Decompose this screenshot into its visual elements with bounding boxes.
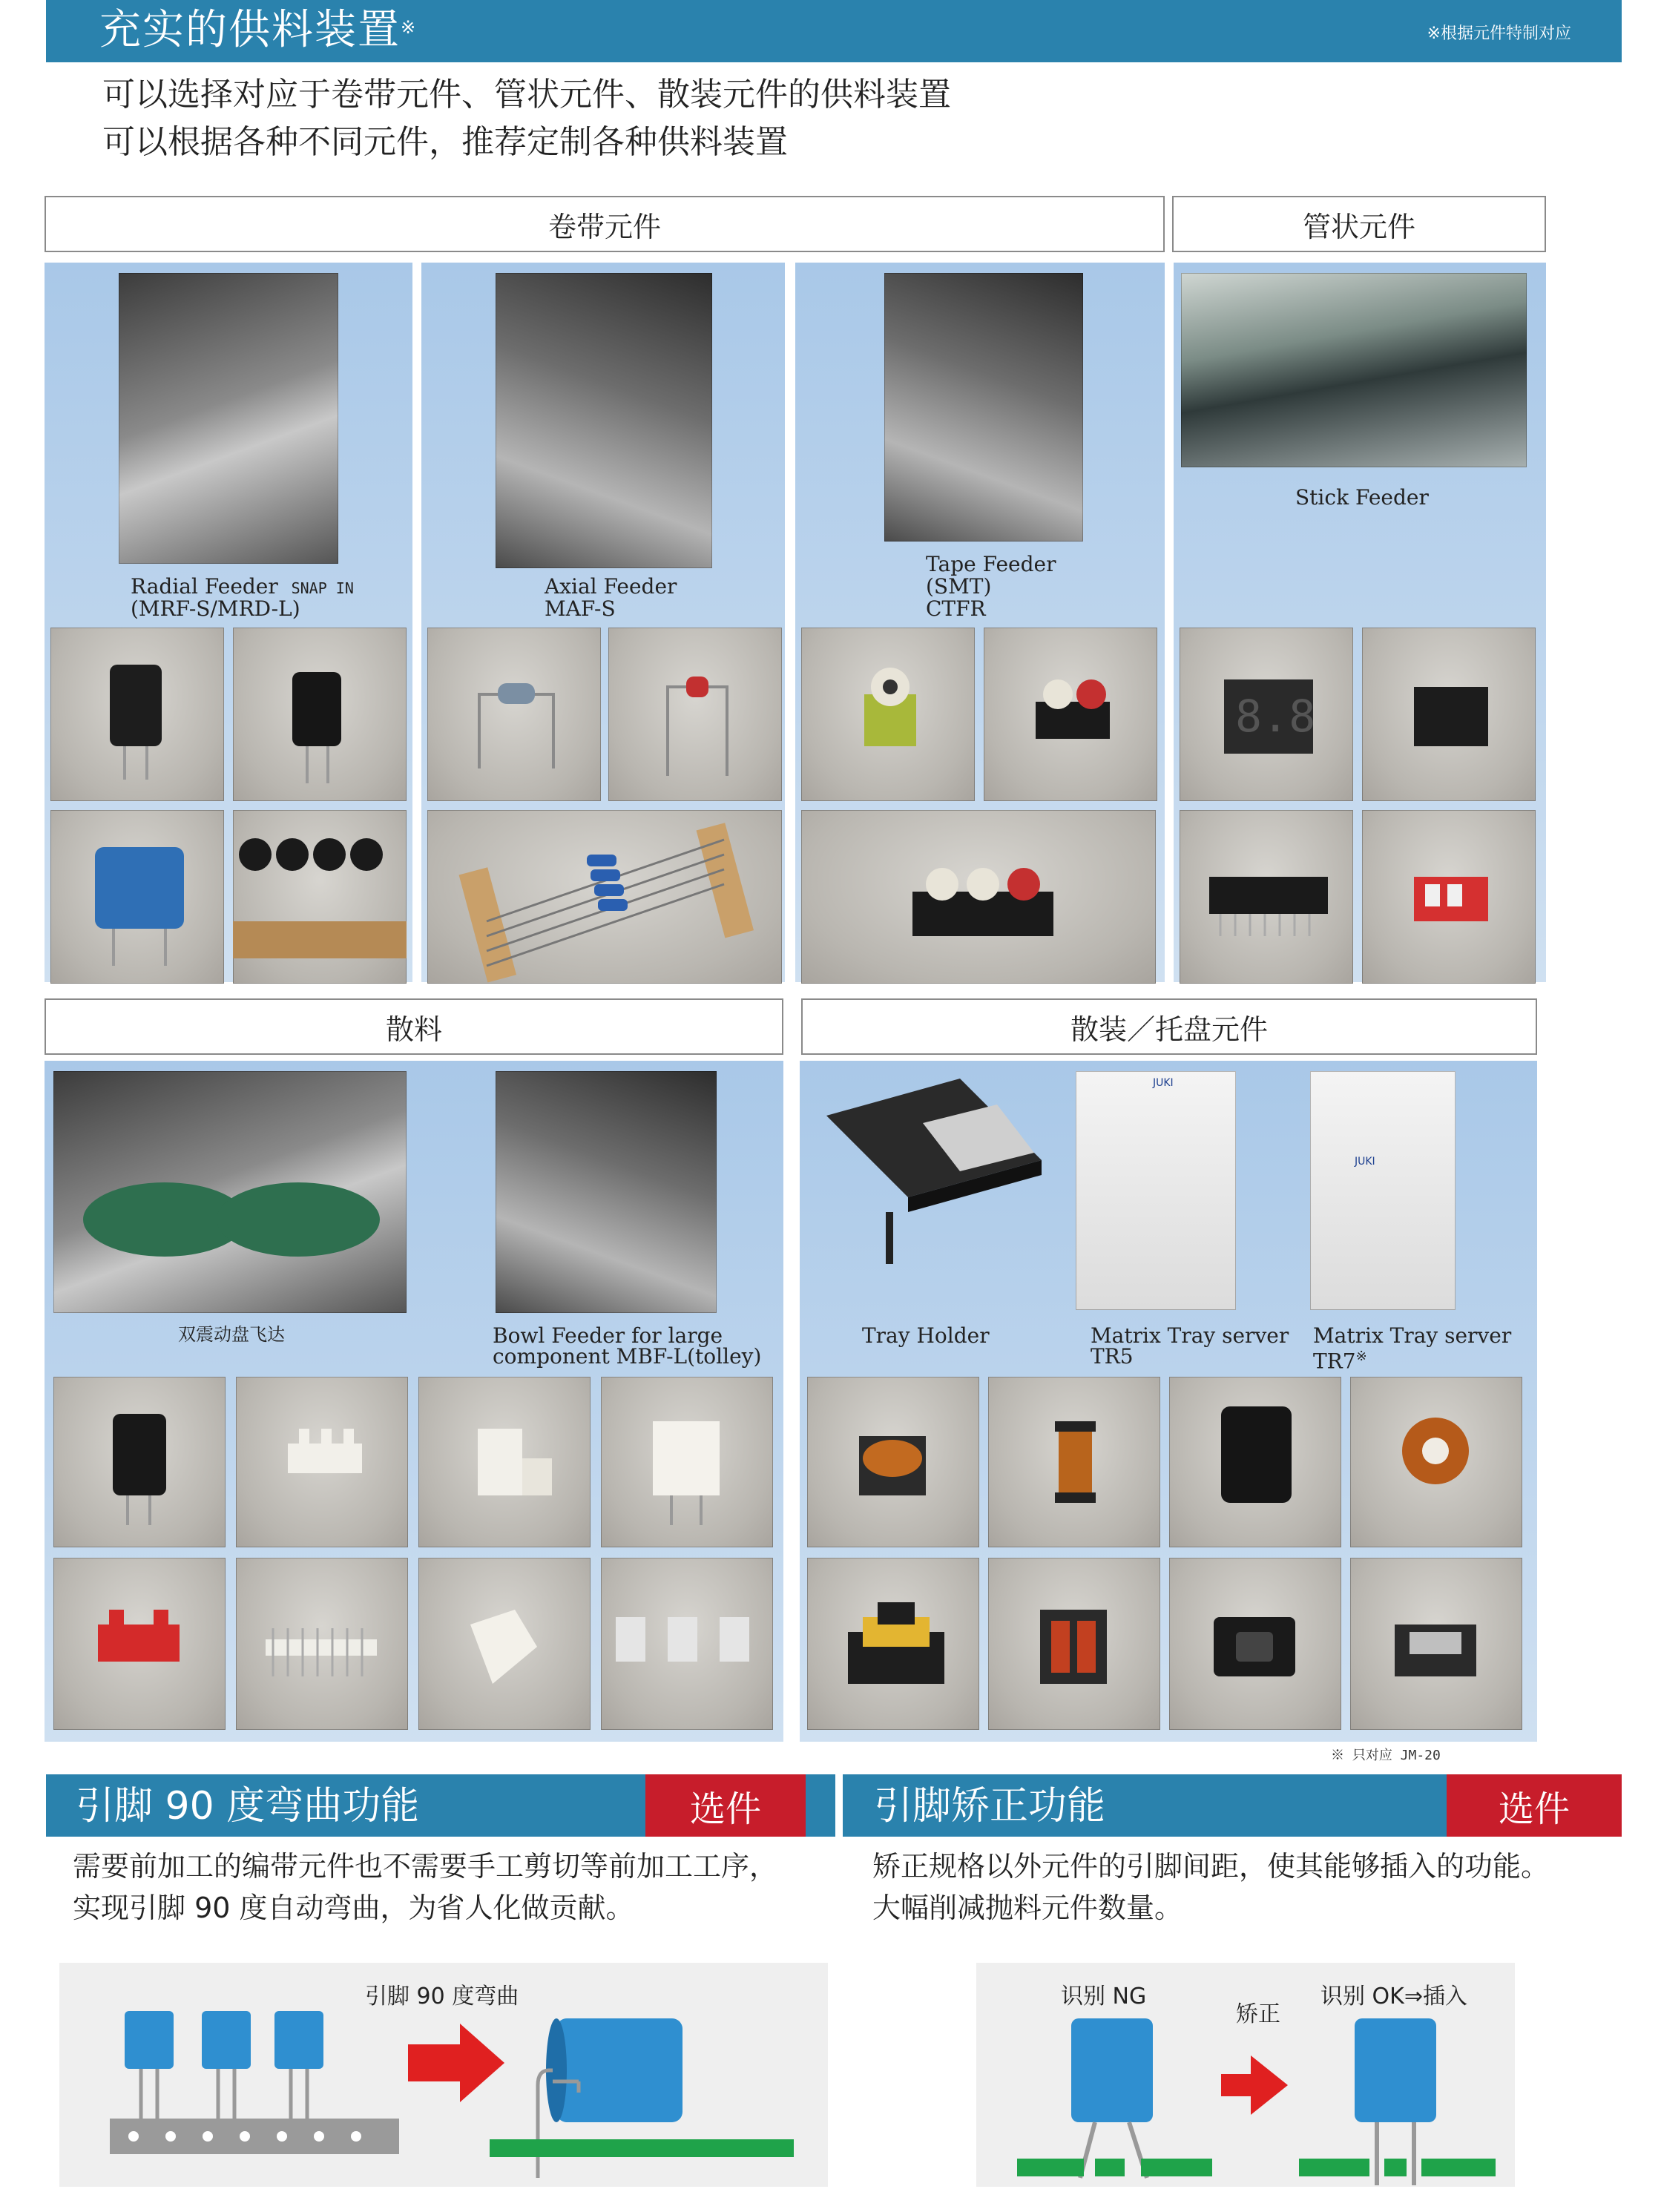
footnote: ※ 只对应 JM-20 — [1331, 1748, 1441, 1763]
component-photo — [1180, 628, 1353, 801]
correct-diagram — [976, 1963, 1515, 2187]
component-photo — [601, 1377, 773, 1547]
rca-jack-icon — [984, 628, 1157, 801]
dip-ic-icon — [1180, 810, 1353, 984]
axial-feeder-label: Axial Feeder — [545, 574, 677, 599]
ac-inlet-icon — [1169, 1558, 1341, 1730]
feature-title-bend: 引脚 90 度弯曲功能 — [76, 1784, 420, 1828]
electrolytic-capacitor-icon — [50, 628, 224, 801]
transformer-icon — [807, 1558, 979, 1730]
component-photo — [50, 628, 224, 801]
red-connector-icon — [53, 1558, 226, 1730]
feature-bar-bend — [46, 1774, 835, 1837]
rca-jack-triple-icon — [801, 810, 1156, 984]
component-photo — [601, 1558, 773, 1730]
component-photo — [50, 810, 224, 984]
correct-illustration — [976, 1963, 1515, 2187]
inductor-icon — [807, 1377, 979, 1547]
bend-diagram — [59, 1963, 828, 2187]
juki-logo: JUKI — [1355, 1156, 1375, 1168]
pin-header-icon — [236, 1558, 408, 1730]
component-photo — [1350, 1558, 1522, 1730]
ng-component-icon — [1017, 2018, 1212, 2178]
bend-illustration — [59, 1963, 828, 2187]
label-ok: 识别 OK⇒插入 — [1320, 1984, 1467, 2009]
connector-icon — [801, 628, 975, 801]
component-photo — [233, 810, 407, 984]
arrow-right-icon — [1221, 2055, 1288, 2115]
component-photo — [236, 1377, 408, 1547]
axial-feeder-photo — [496, 273, 712, 568]
component-photo — [53, 1558, 226, 1730]
option-badge: 选件 — [645, 1774, 806, 1837]
component-photo — [988, 1377, 1160, 1547]
intro-line-2: 可以根据各种不同元件，推荐定制各种供料装置 — [102, 123, 788, 161]
toroid-icon — [1350, 1377, 1522, 1547]
component-photo — [427, 810, 782, 984]
component-photo — [427, 628, 601, 801]
resistor-icon — [427, 628, 601, 801]
component-photo — [418, 1558, 591, 1730]
choke-icon — [988, 1558, 1160, 1730]
section-header-bulk: 散料 — [45, 998, 783, 1055]
led-display-icon — [1180, 628, 1353, 801]
tape-feeder-photo — [884, 273, 1083, 542]
diode-icon — [608, 628, 782, 801]
component-photo — [807, 1377, 979, 1547]
component-photo — [53, 1377, 226, 1547]
feature-desc-bend-1: 需要前加工的编带元件也不需要手工剪切等前加工工序， — [73, 1850, 778, 1883]
varistor-tape-icon — [233, 810, 407, 984]
feature-bar-correct — [843, 1774, 1622, 1837]
terminal-block-icon — [601, 1377, 773, 1547]
label-fix: 矫正 — [1236, 2001, 1280, 2027]
large-capacitor-icon — [1169, 1377, 1341, 1547]
electrolytic-capacitor-icon — [233, 628, 407, 801]
title-bar — [46, 0, 1622, 62]
option-badge: 选件 — [1447, 1774, 1622, 1837]
tray-holder-icon — [812, 1071, 1058, 1294]
angled-connector-icon — [418, 1377, 591, 1547]
arrow-right-icon — [408, 2024, 504, 2102]
component-photo — [984, 628, 1157, 801]
page-title: 充实的供料装置※ — [99, 6, 418, 54]
component-photo — [807, 1558, 979, 1730]
bend-diagram-label: 引脚 90 度弯曲 — [365, 1984, 519, 2009]
component-photo — [1169, 1377, 1341, 1547]
feature-desc-correct-2: 大幅削减抛料元件数量。 — [872, 1892, 1183, 1924]
component-photo — [1169, 1558, 1341, 1730]
component-photo — [233, 628, 407, 801]
bowl-feeder-label: Bowl Feeder for large — [493, 1323, 723, 1348]
section-header-tray: 散装／托盘元件 — [801, 998, 1537, 1055]
tab-terminal-icon — [601, 1558, 773, 1730]
bowl-feeder-icon — [53, 1071, 407, 1313]
tr7-label: Matrix Tray server — [1313, 1323, 1512, 1348]
relay-icon — [1362, 628, 1536, 801]
component-photo — [236, 1558, 408, 1730]
component-photo — [418, 1377, 591, 1547]
component-photo — [1362, 810, 1536, 984]
tr7-model: TR7※ — [1313, 1349, 1367, 1374]
capacitor-icon — [53, 1377, 226, 1547]
tape-component-icon — [110, 2011, 399, 2154]
component-photo — [608, 628, 782, 801]
dip-switch-icon — [1362, 810, 1536, 984]
stick-feeder-label: Stick Feeder — [1295, 485, 1429, 510]
bowl-feeder-photo — [496, 1071, 717, 1313]
tr7-photo — [1310, 1071, 1456, 1310]
component-photo — [801, 810, 1156, 984]
tape-feeder-model: CTFR — [926, 596, 986, 621]
radial-feeder-photo — [119, 273, 338, 564]
component-photo — [1362, 628, 1536, 801]
section-header-tape: 卷带元件 — [45, 196, 1165, 252]
coil-icon — [988, 1377, 1160, 1547]
vibration-bowl-photo — [53, 1071, 407, 1313]
tray-holder-photo — [812, 1071, 1058, 1294]
label-ng: 识别 NG — [1061, 1984, 1147, 2009]
tr5-model: TR5 — [1091, 1344, 1134, 1369]
tr5-label: Matrix Tray server — [1091, 1323, 1289, 1348]
component-photo — [801, 628, 975, 801]
tape-feeder-label: Tape Feeder — [926, 552, 1056, 576]
axial-feeder-model: MAF-S — [545, 596, 616, 621]
white-connector-icon — [236, 1377, 408, 1547]
feature-title-correct: 引脚矫正功能 — [874, 1784, 1106, 1828]
ok-component-icon — [1299, 2018, 1496, 2185]
feature-desc-bend-2: 实现引脚 90 度自动弯曲，为省人化做贡献。 — [73, 1892, 634, 1924]
component-photo — [988, 1558, 1160, 1730]
component-photo — [1180, 810, 1353, 984]
tr5-photo — [1076, 1071, 1236, 1310]
tape-feeder-type: (SMT) — [926, 574, 992, 599]
stick-feeder-photo — [1181, 273, 1527, 467]
radial-feeder-model: (MRF-S/MRD-L) — [131, 596, 300, 621]
resistor-tape-icon — [427, 810, 782, 984]
juki-logo: JUKI — [1153, 1077, 1174, 1089]
title-note: ※根据元件特制对应 — [1427, 24, 1571, 43]
film-capacitor-icon — [50, 810, 224, 984]
radial-feeder-label: Radial Feeder SNAP IN — [131, 574, 354, 599]
svg-text:8.8: 8.8 — [1235, 691, 1316, 743]
vibro-feeder-label: 双震动盘飞达 — [178, 1324, 285, 1345]
feature-desc-correct-1: 矫正规格以外元件的引脚间距，使其能够插入的功能。 — [872, 1850, 1550, 1883]
tray-holder-label: Tray Holder — [862, 1323, 990, 1348]
bowl-feeder-model: component MBF-L(tolley) — [493, 1344, 762, 1369]
bent-component-icon — [490, 2018, 794, 2178]
modular-jack-icon — [1350, 1558, 1522, 1730]
intro-line-1: 可以选择对应于卷带元件、管状元件、散装元件的供料装置 — [102, 76, 951, 113]
white-bracket-icon — [418, 1558, 591, 1730]
section-header-stick: 管状元件 — [1172, 196, 1546, 252]
component-photo — [1350, 1377, 1522, 1547]
